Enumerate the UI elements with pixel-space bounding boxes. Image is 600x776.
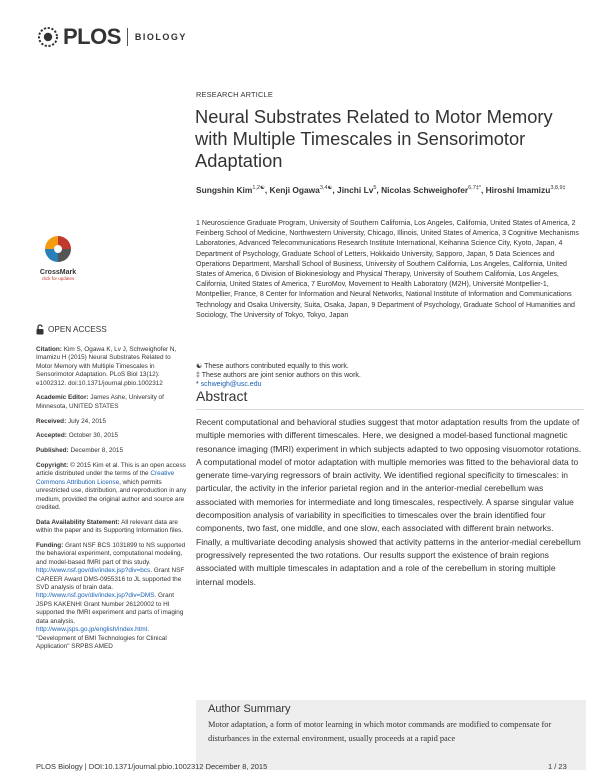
accepted-text: October 30, 2015	[68, 432, 119, 440]
copyright-text-end: , which permits unrestricted use, distribution, and reproduction in any medium, provided the original author and source are credited.	[36, 478, 187, 512]
received-text: July 24, 2015	[67, 417, 107, 425]
funding-text: . Grant JSPS KAKENHI Grant Number 26120002 to HI supported the fMRI experiment and parts of imaging data analysis.	[36, 592, 184, 625]
author	[381, 185, 486, 195]
author	[196, 185, 270, 195]
plos-logo	[36, 24, 187, 50]
open-access-badge	[36, 324, 107, 335]
copyright-text: © 2015 Kim et al. This is an open access article distributed under the terms of the	[36, 462, 186, 478]
funding-text: . Grant NSF CAREER Award DMS-0955316 to JL supported the SVD analysis of brain data.	[36, 567, 185, 592]
open-lock-icon	[36, 324, 44, 335]
accepted-date	[36, 432, 188, 440]
open-access-label: OPEN ACCESS	[48, 325, 107, 334]
author-separator: ,	[480, 184, 486, 195]
funding-label: Funding:	[36, 542, 64, 550]
author-affiliation-marks: 5	[373, 185, 377, 191]
author-separator: ,	[264, 184, 270, 195]
author-name: Hiroshi Imamizu	[485, 184, 551, 195]
author-name: Jinchi Lv	[337, 184, 374, 195]
author	[337, 185, 381, 195]
abstract-divider	[196, 409, 584, 410]
email-prefix: *	[196, 381, 201, 389]
funding-text: . "Development of BMI Technologies for Clinical Application" SRPBS AMED	[36, 626, 167, 650]
author-summary-text: Motor adaptation, a form of motor learning in which motor commands are modified to compensate for disturbances in the external environment, usually proceeds at a rapid pace	[208, 720, 552, 743]
published-text: December 8, 2015	[70, 447, 124, 455]
data-availability-label: Data Availability Statement:	[36, 518, 120, 526]
plos-wordmark: PLOS	[63, 24, 121, 49]
author-affiliation-marks: 3,8,9‡	[550, 185, 566, 191]
author-affiliation-marks: 1,2☯	[252, 185, 265, 191]
abstract-text: Recent computational and behavioral studies suggest that motor adaptation results from the update of multiple memories with different timescales. Here, we designed a model-based functional magnetic resonance imaging (fMRI) experiment in which subjects adapted to two opposing visuomotor rotations. A computational model of motor adaptation with multiple memories was fitted to the behavioral data to generate time-varying regressors of brain activity. We identified regional specificity to timescales: in particular, the activity in the inferior parietal region and in the anterior-medial cerebellum was associated with memories for intermediate and long timescales, respectively. A sparse singular value decomposition analysis of variability in specificities to timescales over the brain identified four components, two fast, one middle, and one slow, each associated with different brain networks. Finally, a multivariate decoding analysis showed that activity patterns in the anterior-medial cerebellum progressively represented the two rotations. Our results support the existence of brain regions associated with multiple timescales in adaptation and a role of the cerebellum in storing multiple internal models.	[196, 417, 582, 587]
author-affiliation-marks: 6,7‡*	[468, 185, 481, 191]
funding-link-nsf-dms[interactable]: http://www.nsf.gov/div/index.jsp?div=DMS	[36, 592, 155, 600]
joint-senior-note: ‡ These authors are joint senior authors on this work.	[196, 372, 361, 380]
crossmark-label: CrossMark	[39, 269, 77, 276]
citation-text: Kim S, Ogawa K, Lv J, Schweighofer N, Imamizu H (2015) Neural Substrates Related to Motor Memory with Multiple Timescales in Sensorimotor Adaptation. PLoS Biol 13(12): e1002312. doi:10.1371/journal.pbio.1002312	[36, 346, 177, 387]
crossmark-sub: click for updates	[41, 276, 75, 281]
author-separator: ,	[376, 184, 382, 195]
data-availability	[36, 519, 188, 536]
author-name: Nicolas Schweighofer	[381, 184, 469, 195]
author-name: Sungshin Kim	[196, 184, 253, 195]
received-date	[36, 418, 188, 426]
received-label: Received:	[36, 417, 67, 425]
author-name: Kenji Ogawa	[269, 184, 320, 195]
crossmark-icon	[42, 234, 74, 264]
editor-text: James Ashe, University of Minnesota, UNITED STATES	[36, 394, 164, 410]
corresponding-email-link[interactable]: schweigh@usc.edu	[200, 381, 262, 389]
crossmark-badge[interactable]	[36, 234, 80, 281]
article-metadata-sidebar	[36, 346, 188, 658]
funding-link-nsf-bcs[interactable]: http://www.nsf.gov/div/index.jsp?div=bcs	[36, 567, 151, 575]
article-title: Neural Substrates Related to Motor Memory with Multiple Timescales in Sensorimotor Adaptation	[195, 106, 553, 171]
author-summary-heading: Author Summary	[208, 703, 291, 715]
license-link[interactable]: Creative Commons Attribution License	[36, 470, 175, 486]
copyright-label: Copyright:	[36, 462, 69, 470]
citation	[36, 346, 188, 388]
footer-citation: PLOS Biology | DOI:10.1371/journal.pbio.1002312 December 8, 2015	[36, 762, 268, 771]
funding-text: Grant NSF BCS 1031899 to NS supported the behavioral experiment, computational modeling, and model-based fMRI part of this study.	[36, 542, 186, 566]
page-number: 1 / 23	[548, 762, 567, 771]
editor-label: Academic Editor:	[36, 394, 89, 402]
author-notes	[196, 362, 584, 390]
academic-editor	[36, 394, 188, 411]
copyright	[36, 462, 188, 512]
data-availability-text: All relevant data are within the paper and its Supporting Information files.	[36, 518, 184, 535]
journal-name: BIOLOGY	[134, 32, 187, 42]
corresponding-email-line	[196, 380, 584, 389]
accepted-label: Accepted:	[36, 432, 67, 440]
affiliations: 1 Neuroscience Graduate Program, University of Southern California, Los Angeles, California, United States of America, 2 Feinberg School of Medicine, Northwestern University, Chicago, Illinois, United States of America, 3 Cognitive Mechanisms Laboratories, Advanced Telecommunications Research Institute International, Keihanna Science City, Kyoto, Japan, 4 Department of Psychology, Graduate School of Letters, Hokkaido University, Sapporo, Japan, 5 Data Sciences and Operations Department, Marshall School of Business, University of Southern California, Los Angeles, California, United States of America, 6 Division of Biokinesiology and Physical Therapy, University of Southern California, Los Angeles, California, United States of America, 7 EuroMov, Movement to Health Laboratory (M2H), Université Montpellier-1, Montpellier, France, 8 Center for Information and Neural Networks, National Institute of Information and Communications Technology and Osaka University, Suita, Osaka, Japan, 9 Department of Psychology, Graduate School of Humanities and Sociology, The University of Tokyo, Tokyo, Japan	[196, 220, 579, 319]
article-type: RESEARCH ARTICLE	[196, 90, 273, 99]
plos-mark-icon	[36, 25, 60, 49]
logo-divider	[127, 28, 128, 46]
equal-contribution-note: ☯ These authors contributed equally to this work.	[196, 363, 349, 370]
author-affiliation-marks: 3,4☯	[319, 185, 333, 191]
abstract-heading: Abstract	[196, 388, 248, 404]
published-label: Published:	[36, 447, 69, 455]
citation-label: Citation:	[36, 346, 62, 353]
author	[270, 185, 338, 195]
author-separator: ,	[332, 184, 338, 195]
author	[486, 185, 566, 195]
funding-link-jsps[interactable]: http://www.jsps.go.jp/english/index.html	[36, 626, 148, 634]
author-list	[196, 183, 586, 196]
funding	[36, 542, 188, 651]
published-date	[36, 447, 188, 455]
